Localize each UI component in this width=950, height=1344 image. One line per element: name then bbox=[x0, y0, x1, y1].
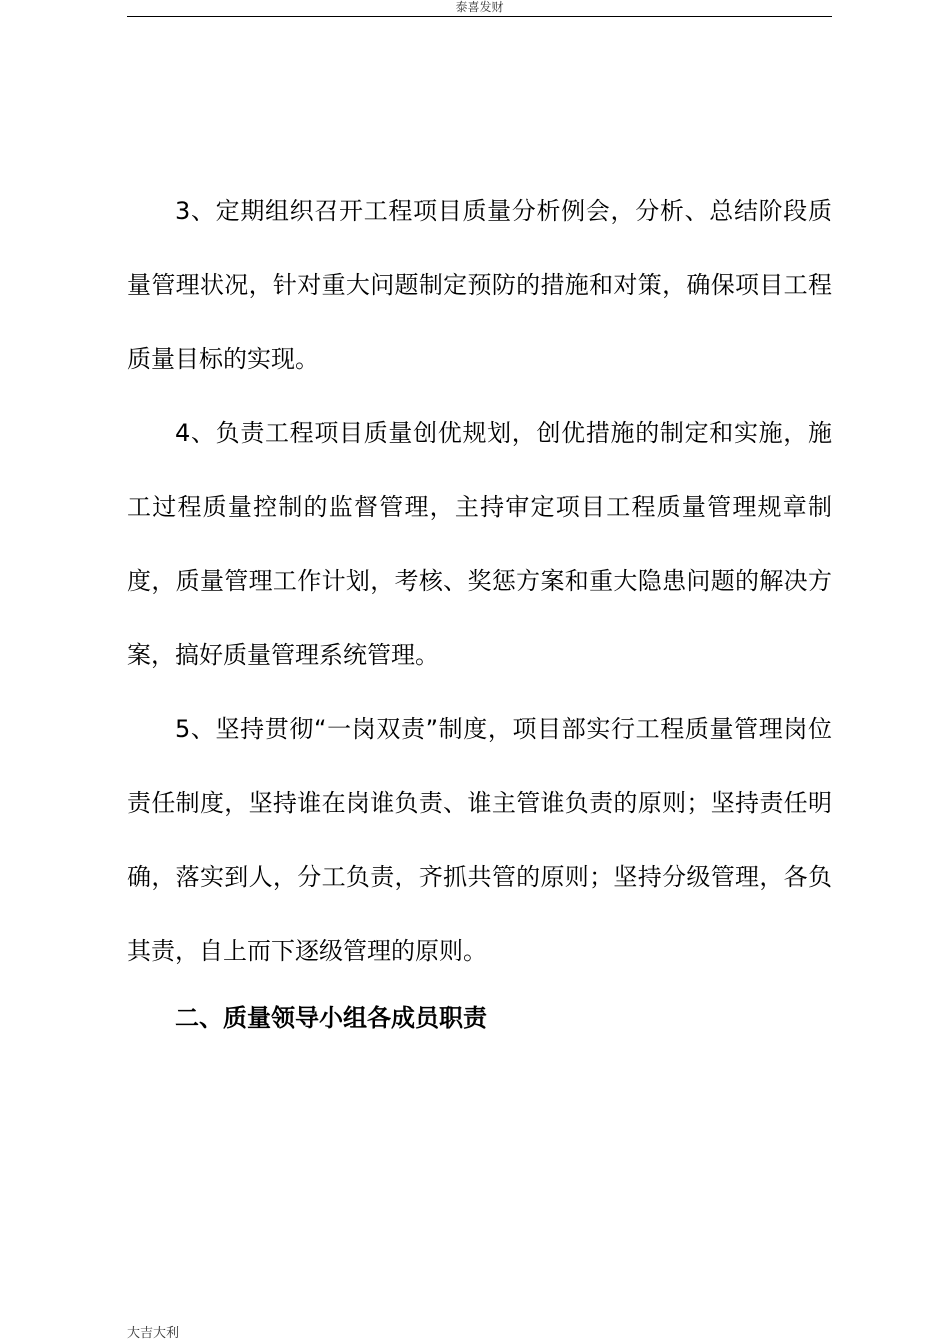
paragraph-item-3: 3、定期组织召开工程项目质量分析例会，分析、总结阶段质量管理状况，针对重大问题制定预防的措施和对策，确保项目工程质量目标的实现。 bbox=[127, 197, 832, 373]
section-heading: 二、质量领导小组各成员职责 bbox=[175, 1004, 487, 1032]
page-footer: 大吉大利 bbox=[127, 1326, 180, 1341]
paragraph-item-5: 5、坚持贯彻“一岗双责”制度，项目部实行工程质量管理岗位责任制度，坚持谁在岗谁负责、谁主管谁负责的原则；坚持责任明确，落实到人，分工负责，齐抓共管的原则；坚持分级管理，各负其责，自上而下逐级管理的原则。 bbox=[127, 715, 832, 965]
page-header: 泰喜发财 bbox=[127, 0, 832, 17]
document-body bbox=[127, 174, 832, 1048]
paragraph-item-4: 4、负责工程项目质量创优规划，创优措施的制定和实施，施工过程质量控制的监督管理，主持审定项目工程质量管理规章制度，质量管理工作计划，考核、奖惩方案和重大隐患问题的解决方案，搞好质量管理系统管理。 bbox=[127, 419, 832, 669]
